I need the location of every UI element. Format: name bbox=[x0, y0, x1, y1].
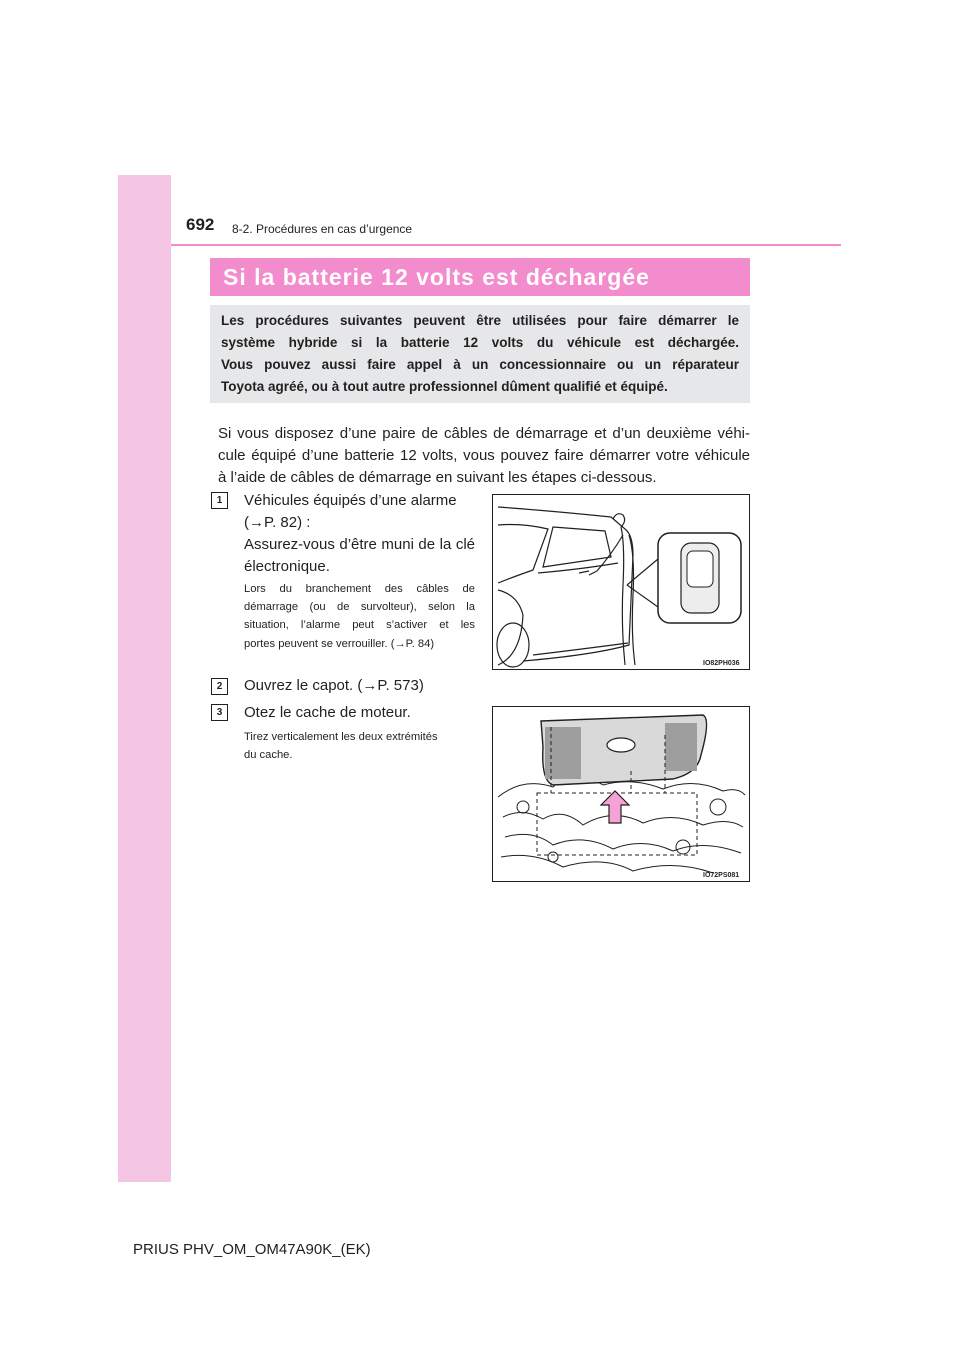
step-text: Otez le cache de moteur. bbox=[244, 704, 411, 721]
step-text: Ouvrez le capot. (→P. 573) bbox=[244, 677, 424, 694]
step-note: Tirez verticalement les deux extrémités bbox=[244, 731, 438, 743]
figure-unlock-door bbox=[492, 494, 750, 670]
figure-engine-cover bbox=[492, 706, 750, 882]
step-text: électronique. bbox=[244, 558, 330, 575]
step-number-badge: 1 bbox=[211, 492, 228, 509]
page-number: 692 bbox=[186, 215, 215, 234]
step-note: du cache. bbox=[244, 749, 293, 761]
body-line: Si vous disposez d’une paire de câbles de démarrage et d’un deuxième véhi- bbox=[218, 425, 750, 442]
figure-code: IO72PS081 bbox=[703, 872, 740, 879]
engine-cover-illustration bbox=[493, 707, 749, 881]
intro-box bbox=[210, 305, 750, 403]
header-rule bbox=[171, 244, 841, 246]
step-note: Lors du branchement des câbles de bbox=[244, 583, 475, 595]
step-number-badge: 2 bbox=[211, 678, 228, 695]
step-note: portes peuvent se verrouiller. (→P. 84) bbox=[244, 638, 435, 650]
intro-line: Vous pouvez aussi faire appel à un concessionnaire ou un réparateur bbox=[221, 357, 739, 372]
intro-line: système hybride si la batterie 12 volts du véhicule est déchargée. bbox=[221, 335, 739, 350]
side-color-band bbox=[118, 175, 171, 1182]
step-text: Assurez-vous d’être muni de la clé bbox=[244, 536, 475, 553]
step-text: Véhicules équipés d’une alarme bbox=[244, 492, 457, 509]
intro-line: Les procédures suivantes peuvent être utilisées pour faire démarrer le bbox=[221, 313, 739, 328]
step-note: situation, l’alarme peut s’activer et les bbox=[244, 619, 475, 631]
step-text: (→P. 82) : bbox=[244, 514, 311, 531]
car-door-illustration bbox=[493, 495, 749, 669]
figure-code: IO82PH036 bbox=[703, 660, 740, 667]
section-reference: 8-2. Procédures en cas d’urgence bbox=[232, 222, 413, 236]
body-line: à l’aide de câbles de démarrage en suivant les étapes ci-dessous. bbox=[218, 469, 657, 486]
document-footer: PRIUS PHV_OM_OM47A90K_(EK) bbox=[133, 1241, 371, 1258]
step-number-badge: 3 bbox=[211, 704, 228, 721]
step-note: démarrage (ou de survolteur), selon la bbox=[244, 601, 475, 613]
page-title: Si la batterie 12 volts est déchargée bbox=[223, 264, 650, 290]
body-line: cule équipé d’une batterie 12 volts, vous pouvez faire démarrer votre véhicule bbox=[218, 447, 750, 464]
intro-line: Toyota agréé, ou à tout autre professionnel dûment qualifié et équipé. bbox=[221, 379, 668, 394]
section-title-bar bbox=[210, 258, 750, 296]
